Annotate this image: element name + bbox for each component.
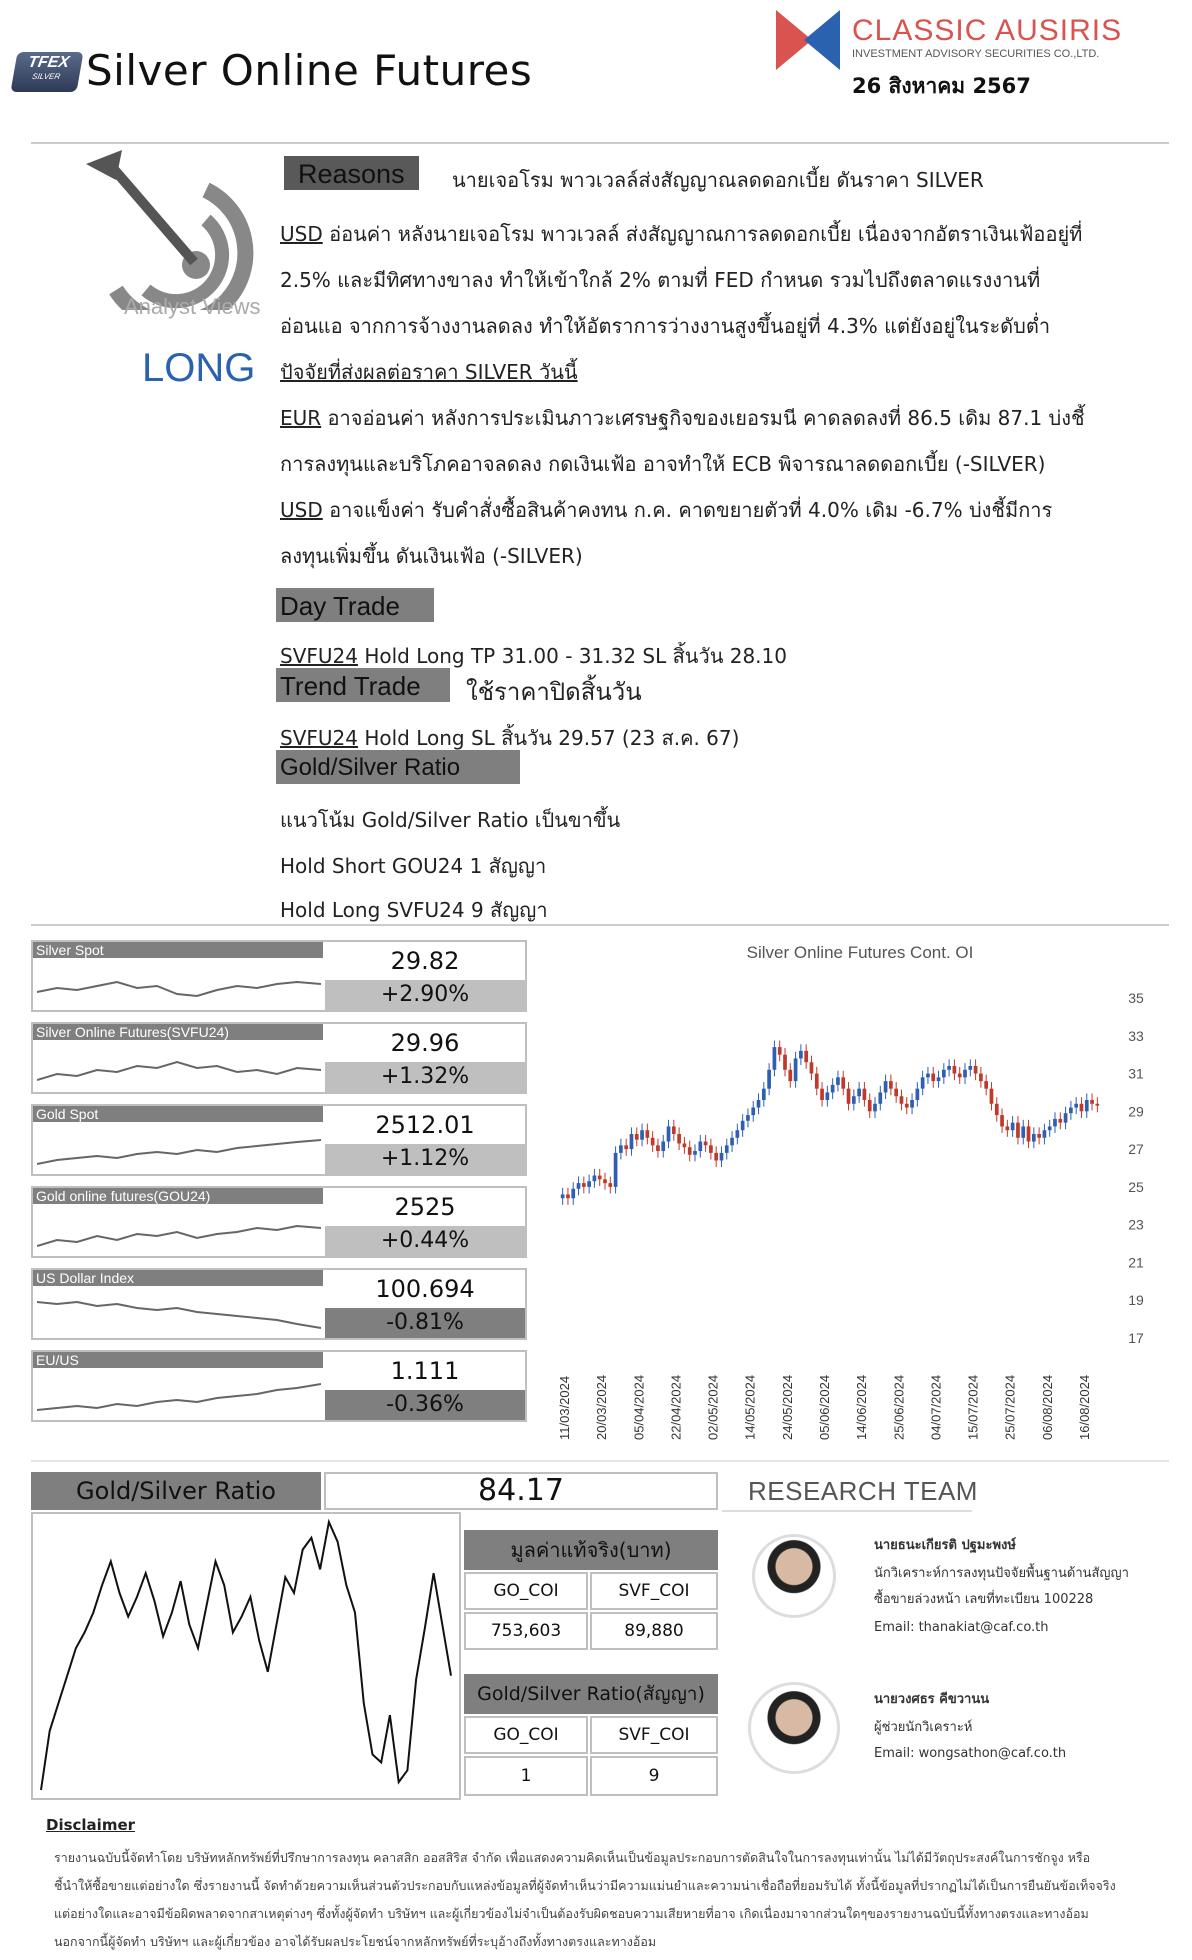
candle-body — [804, 1051, 808, 1062]
candle-body — [656, 1145, 660, 1151]
market-change: -0.36% — [325, 1390, 525, 1420]
y-tick-label: 23 — [1128, 1216, 1144, 1233]
disclaimer-line3: แต่อย่างใดและอาจมีข้อผิดพลาดจากสาเหตุต่างๆ ซึ่งทั้งผู้จัดทำ บริษัทฯ และผู้เกี่ยวข้องไม่จำเป็นต้องรับผิดชอบความเสียหายที่อาจ เกิดเนื่องมาจากส่วนใดๆของรายงานฉบับนี้ทั้งทางตรงและทางอ้อม — [54, 1906, 1089, 1921]
candle-body — [635, 1134, 639, 1140]
candle-body — [1011, 1123, 1015, 1131]
y-tick-label: 29 — [1128, 1103, 1144, 1120]
futures-candlestick-chart — [540, 934, 1170, 1454]
trend-trade-tag: Trend Trade — [276, 668, 450, 702]
candle-body — [815, 1074, 819, 1089]
market-change: -0.81% — [325, 1308, 525, 1338]
x-tick-label: 05/04/2024 — [631, 1374, 647, 1440]
market-sparkline — [37, 1042, 321, 1092]
candle-body — [651, 1138, 655, 1146]
x-tick-label: 04/07/2024 — [928, 1374, 944, 1440]
candle-body — [746, 1115, 750, 1121]
candle-body — [953, 1066, 957, 1074]
person1-name: นายธนะเกียรติ ปฐมะพงษ์ — [874, 1538, 1016, 1553]
person2-name: นายวงศธร คีขวานน — [874, 1692, 990, 1707]
candle-body — [910, 1100, 914, 1108]
candle-body — [1037, 1134, 1041, 1138]
market-sparkline — [37, 1206, 321, 1256]
candle-body — [566, 1194, 570, 1198]
market-name: US Dollar Index — [33, 1270, 323, 1286]
candle-body — [841, 1077, 845, 1088]
candle-body — [968, 1066, 972, 1070]
candle-body — [788, 1070, 792, 1081]
market-sparkline — [37, 1288, 321, 1338]
candle-body — [693, 1151, 697, 1155]
candle-body — [640, 1130, 644, 1139]
candle-body — [1074, 1104, 1078, 1108]
candle-body — [984, 1081, 988, 1089]
candle-body — [1053, 1119, 1057, 1127]
y-tick-label: 33 — [1128, 1027, 1144, 1044]
candle-body — [884, 1081, 888, 1092]
contract-col2-cell: 9 — [590, 1756, 718, 1796]
candle-body — [741, 1121, 745, 1130]
x-tick-label: 02/05/2024 — [705, 1374, 721, 1440]
day-trade-tag: Day Trade — [276, 588, 434, 622]
candle-body — [889, 1081, 893, 1089]
candle-body — [614, 1153, 618, 1187]
candle-body — [1080, 1104, 1084, 1112]
market-name: Gold online futures(GOU24) — [33, 1188, 323, 1204]
analyst-views-label: Analyst Views — [124, 294, 261, 319]
candle-body — [714, 1153, 718, 1161]
market-name: Silver Spot — [33, 942, 323, 958]
candle-body — [1027, 1126, 1031, 1141]
candle-body — [836, 1077, 840, 1085]
ratio-line1: แนวโน้ม Gold/Silver Ratio เป็นขาขึ้น — [280, 808, 621, 832]
candle-body — [698, 1142, 702, 1151]
candle-body — [1000, 1115, 1004, 1126]
value-col2-cell: 89,880 — [590, 1612, 718, 1650]
candle-body — [757, 1100, 761, 1108]
ratio-line2: Hold Short GOU24 1 สัญญา — [280, 854, 547, 878]
candle-body — [873, 1104, 877, 1112]
stance-label: LONG — [142, 346, 256, 390]
x-tick-label: 24/05/2024 — [779, 1374, 795, 1440]
market-price: 29.96 — [390, 1029, 460, 1057]
candle-body — [900, 1096, 904, 1104]
candle-body — [1043, 1130, 1047, 1138]
candle-body — [619, 1145, 623, 1153]
divider — [31, 924, 1169, 926]
candle-body — [709, 1145, 713, 1153]
candle-body — [783, 1055, 787, 1070]
candle-body — [826, 1092, 830, 1100]
ratio-line3: Hold Long SVFU24 9 สัญญา — [280, 898, 548, 922]
disclaimer-line1: รายงานฉบับนี้จัดทำโดย บริษัทหลักทรัพย์ที่ปรึกษาการลงทุน คลาสสิก ออสสิริส จำกัด เพื่อแสดงความคิดเห็นเป็นข้อมูลประกอบการตัดสินใจในการลงทุนเท่านั้น ไม่ได้มีวัตถุประสงค์ในการชักจูง หรือ — [54, 1850, 1091, 1865]
factors-title: ปัจจัยที่ส่งผลต่อราคา SILVER วันนี้ — [280, 360, 578, 384]
market-panel — [31, 940, 527, 1012]
candle-body — [778, 1047, 782, 1055]
market-panel — [31, 1186, 527, 1258]
market-sparkline — [37, 1124, 321, 1174]
divider — [722, 1510, 972, 1512]
market-price: 29.82 — [390, 947, 460, 975]
candle-body — [990, 1089, 994, 1104]
candle-body — [1090, 1100, 1094, 1104]
value-col1-cell: 753,603 — [464, 1612, 588, 1650]
candle-body — [1058, 1119, 1062, 1123]
person1-email: Email: thanakiat@caf.co.th — [874, 1620, 1049, 1635]
person1-role-line2: ซื้อขายล่วงหน้า เลขที่ทะเบียน 100228 — [874, 1592, 1094, 1607]
candle-body — [587, 1181, 591, 1187]
market-change: +0.44% — [325, 1226, 525, 1256]
candle-body — [937, 1077, 941, 1081]
chart-title: Silver Online Futures Cont. OI — [746, 943, 974, 962]
ratio-value: 84.17 — [324, 1472, 718, 1510]
candle-body — [561, 1194, 565, 1198]
candle-body — [672, 1126, 676, 1134]
candle-body — [799, 1051, 803, 1059]
divider — [31, 1460, 1169, 1462]
candle-body — [630, 1134, 634, 1149]
candle-body — [577, 1183, 581, 1189]
candle-body — [905, 1104, 909, 1108]
candle-body — [1069, 1108, 1073, 1114]
market-price: 2512.01 — [375, 1111, 475, 1139]
market-change: +1.32% — [325, 1062, 525, 1092]
candle-body — [767, 1070, 771, 1089]
candle-body — [942, 1070, 946, 1078]
value-table-title: มูลค่าแท้จริง(บาท) — [464, 1530, 718, 1570]
market-panel — [31, 1350, 527, 1422]
disclaimer-line2: ชี้นำให้ซื้อขายแต่อย่างใด ซึ่งรายงานนี้ จัดทำด้วยความเห็นส่วนตัวประกอบกับแหล่งข้อมูลที่ผู้จัดทำเห็นว่ามีความแม่นยำและความน่าเชื่อถือที่ยอมรับได้ ทั้งนี้ข้อมูลที่ปรากฏไม่ได้เป็นการยืนยันข้อเท็จจริง — [54, 1878, 1116, 1893]
candle-body — [868, 1100, 872, 1111]
candle-body — [571, 1189, 575, 1198]
candle-body — [1021, 1126, 1025, 1137]
candle-body — [736, 1130, 740, 1138]
candle-body — [926, 1074, 930, 1078]
contract-col2-header: SVF_COI — [590, 1716, 718, 1754]
trend-trade-note: ใช้ราคาปิดสิ้นวัน — [466, 678, 642, 706]
disclaimer-line4: นอกจากนี้ผู้จัดทำ บริษัทฯ และผู้เกี่ยวข้อง อาจได้รับผลประโยชน์จากหลักทรัพย์ที่ระบุอ้างถึงทั้งทางตรงและทางอ้อม — [54, 1934, 657, 1949]
candle-body — [852, 1096, 856, 1104]
x-tick-label: 16/08/2024 — [1077, 1374, 1092, 1440]
candle-body — [598, 1176, 602, 1180]
market-name: Gold Spot — [33, 1106, 323, 1122]
candle-body — [974, 1066, 978, 1074]
reasons-headline: นายเจอโรม พาวเวลล์ส่งสัญญาณลดดอกเบี้ย ดันราคา SILVER — [452, 168, 984, 192]
candle-body — [762, 1089, 766, 1100]
reasons-tag: Reasons — [284, 156, 419, 190]
person2-role: ผู้ช่วยนักวิเคราะห์ — [874, 1720, 973, 1735]
candle-body — [704, 1142, 708, 1146]
candle-body — [1032, 1134, 1036, 1142]
candle-body — [1006, 1126, 1010, 1130]
person1-role-line1: นักวิเคราะห์การลงทุนปัจจัยพื้นฐานด้านสัญญา — [874, 1566, 1129, 1581]
x-tick-label: 25/07/2024 — [1002, 1374, 1018, 1440]
disclaimer-title: Disclaimer — [46, 1816, 136, 1834]
y-tick-label: 27 — [1128, 1141, 1144, 1158]
assistant-photo-avatar — [748, 1682, 840, 1774]
candle-body — [995, 1104, 999, 1115]
market-price: 100.694 — [375, 1275, 475, 1303]
candle-body — [794, 1058, 798, 1081]
factor-eur-line1: EUR อาจอ่อนค่า หลังการประเมินภาวะเศรษฐกิจของเยอรมนี คาดลดลงที่ 86.5 เดิม 87.1 บ่งชี้ — [280, 406, 1085, 430]
reason-usd-line1: USD อ่อนค่า หลังนายเจอโรม พาวเวลล์ ส่งสัญญาณการลดดอกเบี้ย เนื่องจากอัตราเงินเฟ้ออยู่ที่ — [280, 222, 1083, 246]
market-panel — [31, 1268, 527, 1340]
target-arrow-icon — [86, 150, 276, 310]
candle-body — [688, 1147, 692, 1155]
market-change: +2.90% — [325, 980, 525, 1010]
candle-body — [894, 1089, 898, 1097]
candle-body — [646, 1130, 650, 1138]
candle-body — [1016, 1123, 1020, 1138]
day-trade-text: SVFU24 Hold Long TP 31.00 - 31.32 SL สิ้นวัน 28.10 — [280, 644, 787, 668]
page-title: Silver Online Futures — [86, 46, 533, 95]
candle-body — [624, 1145, 628, 1149]
candle-body — [1048, 1126, 1052, 1130]
candle-body — [730, 1138, 734, 1146]
candle-body — [847, 1089, 851, 1104]
x-tick-label: 20/03/2024 — [594, 1374, 610, 1440]
candle-body — [958, 1074, 962, 1078]
divider — [31, 142, 1169, 144]
x-tick-label: 25/06/2024 — [891, 1374, 907, 1440]
y-tick-label: 21 — [1128, 1254, 1144, 1271]
candle-body — [921, 1077, 925, 1088]
market-name: EU/US — [33, 1352, 323, 1368]
candle-body — [683, 1143, 687, 1147]
candle-body — [831, 1085, 835, 1093]
contract-col1-header: GO_COI — [464, 1716, 588, 1754]
market-name: Silver Online Futures(SVFU24) — [33, 1024, 323, 1040]
x-tick-label: 14/05/2024 — [742, 1374, 758, 1440]
brand-name: CLASSIC AUSIRIS — [852, 14, 1123, 47]
ratio-section-tag: Gold/Silver Ratio — [276, 750, 520, 784]
candle-body — [810, 1062, 814, 1073]
y-tick-label: 31 — [1128, 1065, 1144, 1082]
reason-usd-line3: อ่อนแอ จากการจ้างงานลดลง ทำให้อัตราการว่างงานสูงขึ้นอยู่ที่ 4.3% แต่ยังอยู่ในระดับต่ำ — [280, 314, 1051, 338]
x-tick-label: 06/08/2024 — [1039, 1374, 1055, 1440]
report-date: 26 สิงหาคม 2567 — [852, 74, 1031, 98]
x-tick-label: 14/06/2024 — [854, 1374, 870, 1440]
factor-usd-line1: USD อาจแข็งค่า รับคำสั่งซื้อสินค้าคงทน ก.ค. คาดขยายตัวที่ 4.0% เดิม -6.7% บ่งชี้มีการ — [280, 498, 1053, 522]
candle-body — [773, 1047, 777, 1070]
candle-body — [1096, 1104, 1100, 1106]
contract-col1-cell: 1 — [464, 1756, 588, 1796]
ratio-label: Gold/Silver Ratio — [31, 1472, 321, 1510]
candle-body — [979, 1074, 983, 1082]
candle-body — [820, 1089, 824, 1100]
candle-body — [1085, 1100, 1089, 1111]
x-tick-label: 05/06/2024 — [817, 1374, 832, 1440]
candle-body — [751, 1108, 755, 1116]
market-panel — [31, 1022, 527, 1094]
y-tick-label: 35 — [1128, 990, 1144, 1006]
value-col2-header: SVF_COI — [590, 1572, 718, 1610]
market-panel — [31, 1104, 527, 1176]
candle-body — [863, 1089, 867, 1100]
x-tick-label: 11/03/2024 — [557, 1375, 572, 1440]
market-price: 1.111 — [390, 1357, 460, 1385]
market-price: 2525 — [394, 1193, 456, 1221]
candle-body — [603, 1179, 607, 1183]
candle-body — [916, 1089, 920, 1100]
y-tick-label: 19 — [1128, 1292, 1144, 1309]
value-col1-header: GO_COI — [464, 1572, 588, 1610]
factor-usd-line2: ลงทุนเพิ่มขึ้น ดันเงินเฟ้อ (-SILVER) — [280, 544, 583, 568]
candle-body — [667, 1126, 671, 1141]
reason-usd-line2: 2.5% และมีทิศทางขาลง ทำให้เข้าใกล้ 2% ตามที่ FED กำหนด รวมไปถึงตลาดแรงงานที่ — [280, 268, 1041, 292]
contract-table-title: Gold/Silver Ratio(สัญญา) — [464, 1674, 718, 1714]
brand-subtitle: INVESTMENT ADVISORY SECURITIES CO.,LTD. — [852, 48, 1100, 60]
research-team-title: RESEARCH TEAM — [748, 1476, 978, 1506]
market-sparkline — [37, 960, 321, 1010]
candle-body — [1064, 1113, 1068, 1122]
candle-body — [661, 1142, 665, 1151]
candle-body — [608, 1183, 612, 1187]
x-tick-label: 15/07/2024 — [965, 1374, 981, 1440]
x-tick-label: 22/04/2024 — [668, 1374, 684, 1440]
ratio-line — [41, 1522, 451, 1790]
candle-body — [720, 1153, 724, 1161]
ratio-line-chart — [31, 1512, 461, 1800]
candle-body — [677, 1134, 681, 1143]
candle-body — [878, 1092, 882, 1103]
factor-eur-line2: การลงทุนและบริโภคอาจลดลง กดเงินเฟ้อ อาจทำให้ ECB พิจารณาลดดอกเบี้ย (-SILVER) — [280, 452, 1046, 476]
market-sparkline — [37, 1370, 321, 1420]
candle-body — [593, 1176, 597, 1182]
candle-body — [947, 1066, 951, 1070]
candle-body — [931, 1074, 935, 1082]
y-tick-label: 25 — [1128, 1178, 1144, 1195]
analyst-photo-avatar — [752, 1534, 836, 1618]
y-tick-label: 17 — [1128, 1330, 1144, 1346]
person2-email: Email: wongsathon@caf.co.th — [874, 1746, 1067, 1761]
candle-body — [582, 1183, 586, 1187]
candle-body — [725, 1145, 729, 1153]
candle-body — [857, 1089, 861, 1097]
tfex-logo: TFEX SILVER — [10, 52, 83, 92]
brand-logo-icon — [772, 4, 844, 76]
market-change: +1.12% — [325, 1144, 525, 1174]
candle-body — [963, 1070, 967, 1078]
trend-trade-text: SVFU24 Hold Long SL สิ้นวัน 29.57 (23 ส.ค. 67) — [280, 726, 740, 750]
